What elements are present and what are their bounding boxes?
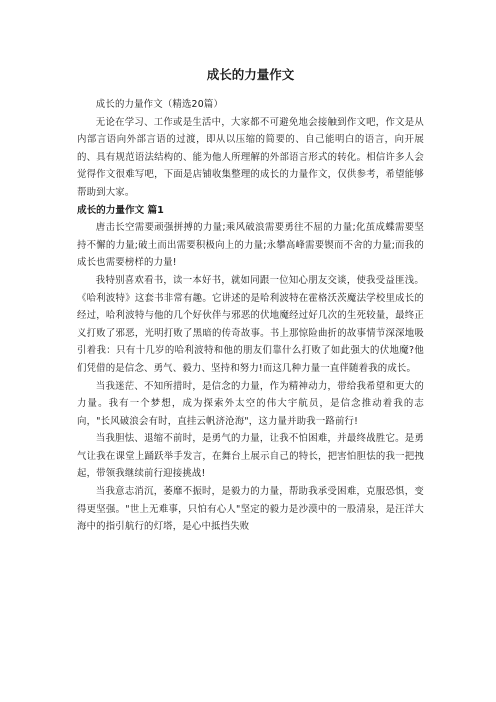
intro-paragraph: 无论在学习、工作或是生活中，大家都不可避免地会接触到作文吧，作文是从内部言语向外部言语的过渡，即从以压缩的简要的、自己能明白的语言，向开展的、具有规范语法结构的、能为他人所理解的外部语言形式的转化。相信许多人会觉得作文很难写吧，下面是店铺收集整理的成长的力量作文，仅供参考，希望能够帮助到大家。 [77, 116, 424, 198]
body-paragraph-2: 我特别喜欢看书，读一本好书，就如同跟一位知心朋友交谈，使我受益匪浅。《哈利波特》这套书非常有趣。它讲述的是哈利波特在霍格沃茨魔法学校里成长的经过，哈利波特与他的几个好伙伴与邪恶的伏地魔经过好几次的生死较量，最终正义打败了邪恶，光明打败了黑暗的传奇故事。书上那惊险曲折的故事情节深深地吸引着我：只有十几岁的哈利波特和他的朋友们靠什么打败了如此强大的伏地魔?他们凭借的是信念、勇气、毅力、坚持和努力!而这几种力量一直伴随着我的成长。 [77, 274, 424, 374]
subtitle-paragraph: 成长的力量作文（精选20篇） [95, 99, 224, 110]
section-heading: 成长的力量作文 篇1 [77, 204, 164, 216]
body-paragraph-5: 当我意志消沉，萎靡不振时，是毅力的力量，帮助我承受困难，克服恐惧，变得更坚强。"世上无难事，只怕有心人"坚定的毅力是沙漠中的一股清泉，是汪洋大海中的指引航行的灯塔，是心中抵挡失败 [77, 486, 424, 533]
body-paragraph-3: 当我迷茫、不知所措时，是信念的力量，作为精神动力，带给我希望和更大的力量。我有一个梦想，成为探索外太空的伟大宇航员，是信念推动着我的志向，"长风破浪会有时，直挂云帆济沧海"，这力量并助我一路前行! [77, 380, 424, 427]
document-title: 成长的力量作文 [206, 67, 295, 82]
body-paragraph-4: 当我胆怯、退缩不前时，是勇气的力量，让我不怕困难，并最终战胜它。是勇气让我在课堂上踊跃举手发言，在舞台上展示自己的特长，把害怕胆怯的我一把拽起，带领我继续前行迎接挑战! [77, 433, 424, 480]
body-paragraph-1: 唐击长空需要顽强拼搏的力量;乘风破浪需要勇往不屈的力量;化茧成蝶需要坚持不懈的力量;破土而出需要积极向上的力量;永攀高峰需要锲而不舍的力量;而我的成长也需要榜样的力量! [77, 222, 424, 269]
